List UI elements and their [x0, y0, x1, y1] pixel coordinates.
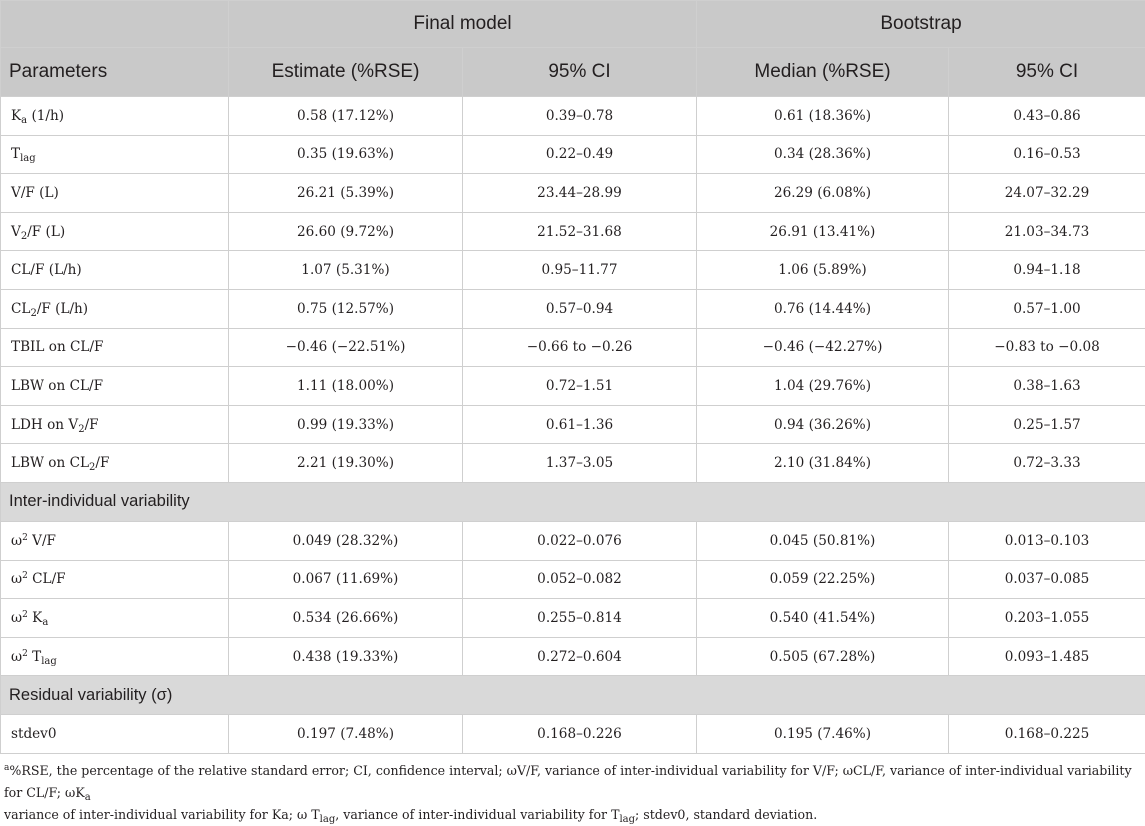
param-cell: CL/F (L/h) — [1, 251, 229, 290]
bootstrap-ci-cell: 0.94–1.18 — [949, 251, 1145, 290]
estimate-cell: 0.58 (17.12%) — [229, 97, 463, 136]
param-cell: $\omega^2$ V/F — [1, 521, 229, 560]
section-title-iiv: Inter-individual variability — [1, 482, 1145, 521]
param-cell: $\omega^2$ $K_a$ — [1, 599, 229, 638]
bootstrap-ci-cell: 0.57–1.00 — [949, 289, 1145, 328]
bootstrap-ci-cell: 21.03–34.73 — [949, 212, 1145, 251]
median-cell: 26.29 (6.08%) — [697, 174, 949, 213]
param-cell: $\omega^2$ $T_{lag}$ — [1, 637, 229, 676]
median-cell: 0.195 (7.46%) — [697, 715, 949, 754]
median-cell: 1.06 (5.89%) — [697, 251, 949, 290]
ci-cell: 0.72–1.51 — [463, 367, 697, 406]
estimate-cell: 0.75 (12.57%) — [229, 289, 463, 328]
ci-cell: 0.168–0.226 — [463, 715, 697, 754]
header-median-rse: Median (%RSE) — [697, 48, 949, 97]
ci-cell: 1.37–3.05 — [463, 444, 697, 483]
header-row-columns — [1, 48, 1145, 97]
median-cell: 0.34 (28.36%) — [697, 135, 949, 174]
table-row — [1, 444, 1145, 483]
table-row — [1, 135, 1145, 174]
table-row — [1, 212, 1145, 251]
bootstrap-ci-cell: 0.43–0.86 — [949, 97, 1145, 136]
table-row — [1, 405, 1145, 444]
estimate-cell: 0.067 (11.69%) — [229, 560, 463, 599]
param-cell: LBW on CL/F — [1, 367, 229, 406]
table-row — [1, 367, 1145, 406]
param-cell: LDH on $V_2/F$ — [1, 405, 229, 444]
bootstrap-ci-cell: −0.83 to −0.08 — [949, 328, 1145, 367]
estimate-cell: 0.534 (26.66%) — [229, 599, 463, 638]
section-row-residual — [1, 676, 1145, 715]
median-cell: 0.059 (22.25%) — [697, 560, 949, 599]
median-cell: 0.505 (67.28%) — [697, 637, 949, 676]
header-ci-final: 95% CI — [463, 48, 697, 97]
bootstrap-ci-cell: 0.72–3.33 — [949, 444, 1145, 483]
ci-cell: 0.57–0.94 — [463, 289, 697, 328]
bootstrap-ci-cell: 0.16–0.53 — [949, 135, 1145, 174]
param-cell: $\omega^2$ CL/F — [1, 560, 229, 599]
bootstrap-ci-cell: 0.093–1.485 — [949, 637, 1145, 676]
header-bootstrap: Bootstrap — [697, 1, 1145, 48]
ci-cell: 0.272–0.604 — [463, 637, 697, 676]
table-row — [1, 560, 1145, 599]
median-cell: 0.61 (18.36%) — [697, 97, 949, 136]
bootstrap-ci-cell: 0.037–0.085 — [949, 560, 1145, 599]
section-title-residual: Residual variability (σ) — [1, 676, 1145, 715]
ci-cell: 0.61–1.36 — [463, 405, 697, 444]
ci-cell: 0.022–0.076 — [463, 521, 697, 560]
table-row — [1, 637, 1145, 676]
estimate-cell: 1.11 (18.00%) — [229, 367, 463, 406]
table-row — [1, 97, 1145, 136]
ci-cell: 0.255–0.814 — [463, 599, 697, 638]
table-row — [1, 328, 1145, 367]
median-cell: 1.04 (29.76%) — [697, 367, 949, 406]
section-row-iiv — [1, 482, 1145, 521]
table-row — [1, 521, 1145, 560]
bootstrap-ci-cell: 0.38–1.63 — [949, 367, 1145, 406]
bootstrap-ci-cell: 0.203–1.055 — [949, 599, 1145, 638]
table-footnote: $^a$%RSE, the percentage of the relative standard error; CI, confidence interval; ωV/F, variance of inter-individual variability for V/F; ωCL/F, variance of inter-individual variability for CL/F; $\omega K_a$ variance of inter-individual variability for Ka; ω $T_{lag}$, variance of inter-individual variability for $T_{lag}$; stdev0, standard deviation. — [0, 754, 1145, 826]
ci-cell: 0.22–0.49 — [463, 135, 697, 174]
bootstrap-ci-cell: 0.013–0.103 — [949, 521, 1145, 560]
ci-cell: 0.39–0.78 — [463, 97, 697, 136]
header-parameters: Parameters — [1, 48, 229, 97]
param-cell: $K_a$ (1/h) — [1, 97, 229, 136]
table-row — [1, 174, 1145, 213]
param-cell: stdev0 — [1, 715, 229, 754]
median-cell: 0.045 (50.81%) — [697, 521, 949, 560]
header-estimate-rse: Estimate (%RSE) — [229, 48, 463, 97]
ci-cell: 23.44–28.99 — [463, 174, 697, 213]
footnote-mark: a — [4, 763, 9, 773]
median-cell: −0.46 (−42.27%) — [697, 328, 949, 367]
median-cell: 0.76 (14.44%) — [697, 289, 949, 328]
header-ci-bootstrap: 95% CI — [949, 48, 1145, 97]
estimate-cell: 26.21 (5.39%) — [229, 174, 463, 213]
param-cell: V/F (L) — [1, 174, 229, 213]
param-cell: TBIL on CL/F — [1, 328, 229, 367]
estimate-cell: 0.197 (7.48%) — [229, 715, 463, 754]
header-empty-cell — [1, 1, 229, 48]
ci-cell: 0.95–11.77 — [463, 251, 697, 290]
header-final-model: Final model — [229, 1, 697, 48]
param-cell: LBW on $CL_2/F$ — [1, 444, 229, 483]
param-cell: $T_{lag}$ — [1, 135, 229, 174]
median-cell: 0.94 (36.26%) — [697, 405, 949, 444]
table-row — [1, 599, 1145, 638]
table-row — [1, 289, 1145, 328]
estimate-cell: 2.21 (19.30%) — [229, 444, 463, 483]
estimate-cell: 0.35 (19.63%) — [229, 135, 463, 174]
ci-cell: 0.052–0.082 — [463, 560, 697, 599]
bootstrap-ci-cell: 0.168–0.225 — [949, 715, 1145, 754]
estimate-cell: 0.049 (28.32%) — [229, 521, 463, 560]
ci-cell: −0.66 to −0.26 — [463, 328, 697, 367]
median-cell: 2.10 (31.84%) — [697, 444, 949, 483]
estimate-cell: 26.60 (9.72%) — [229, 212, 463, 251]
estimate-cell: −0.46 (−22.51%) — [229, 328, 463, 367]
bootstrap-ci-cell: 0.25–1.57 — [949, 405, 1145, 444]
table-row — [1, 251, 1145, 290]
estimate-cell: 0.438 (19.33%) — [229, 637, 463, 676]
median-cell: 0.540 (41.54%) — [697, 599, 949, 638]
param-cell: $CL_2/F$ (L/h) — [1, 289, 229, 328]
param-cell: $V_2/F$ (L) — [1, 212, 229, 251]
median-cell: 26.91 (13.41%) — [697, 212, 949, 251]
estimate-cell: 1.07 (5.31%) — [229, 251, 463, 290]
table-row — [1, 715, 1145, 754]
header-row-groups — [1, 1, 1145, 48]
estimate-cell: 0.99 (19.33%) — [229, 405, 463, 444]
ci-cell: 21.52–31.68 — [463, 212, 697, 251]
bootstrap-ci-cell: 24.07–32.29 — [949, 174, 1145, 213]
